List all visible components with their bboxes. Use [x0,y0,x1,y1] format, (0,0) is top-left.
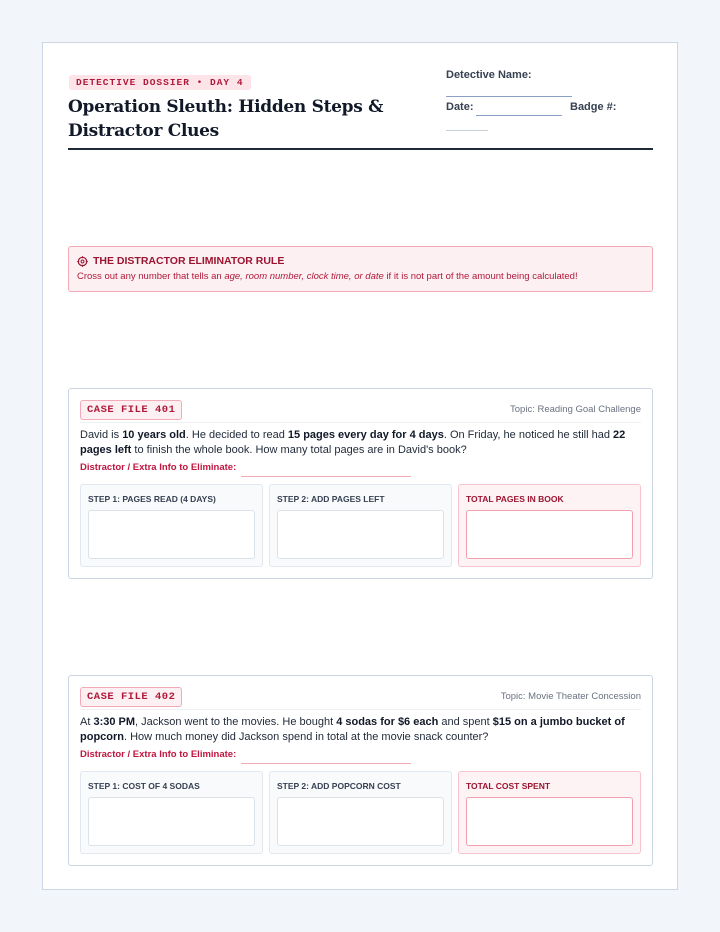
total-label: TOTAL COST SPENT [466,781,551,791]
detective-name-field[interactable] [446,96,572,97]
step-2-answer-box[interactable] [277,510,444,559]
story-text: . How much money did Jackson spend in total at the movie snack counter? [124,731,489,743]
rule-text [77,271,578,282]
story-text: . He decided to read [185,429,288,441]
divider [80,422,641,423]
story-key-fact: 22 pages left [80,429,626,456]
target-icon [77,256,88,267]
step-label: STEP 2: ADD POPCORN COST [277,781,401,791]
step-1-box [80,771,263,854]
distractor-answer-line[interactable] [241,763,411,764]
step-1-box [80,484,263,567]
case-file-401 [68,388,653,579]
page-title: Operation Sleuth: Hidden Steps & Distractor Clues [68,97,384,141]
step-1-answer-box[interactable] [88,797,255,846]
step-2-answer-box[interactable] [277,797,444,846]
date-field[interactable] [476,115,562,116]
story-text: and spent [438,716,493,728]
detective-name-label: Detective Name: [446,69,532,81]
step-1-answer-box[interactable] [88,510,255,559]
step-label: STEP 1: PAGES READ (4 DAYS) [88,494,216,504]
rule-heading-text: THE DISTRACTOR ELIMINATOR RULE [93,255,285,267]
rule-heading [77,255,284,267]
dossier-tag: DETECTIVE DOSSIER • DAY 4 [69,75,251,90]
case-topic: Topic: Movie Theater Concession [500,691,641,702]
worksheet-page [42,42,678,890]
divider [80,709,641,710]
case-tag: CASE FILE 402 [80,687,182,707]
case-story [80,428,643,458]
story-text: . On Friday, he noticed he still had [443,429,614,441]
rule-text-start: Cross out any number that tells an [77,271,225,282]
total-answer-box[interactable] [466,797,633,846]
total-box [458,771,641,854]
story-text: At [80,716,94,728]
step-2-box [269,771,452,854]
story-text: , Jackson went to the movies. He bought [135,716,337,728]
rule-text-end: if it is not part of the amount being calculated! [383,271,578,282]
badge-field[interactable] [446,130,488,131]
story-key-fact: 3:30 PM [93,716,136,728]
story-key-fact: $15 on a jumbo bucket of popcorn [80,716,625,743]
step-label: STEP 2: ADD PAGES LEFT [277,494,385,504]
distractor-rule-box [68,246,653,292]
distractor-answer-line[interactable] [241,476,411,477]
date-label: Date: [446,101,474,113]
story-text: David is [80,429,123,441]
story-text: to finish the whole book. How many total pages are in David's book? [131,444,467,456]
distractor-label: Distractor / Extra Info to Eliminate: [80,462,237,473]
case-file-402 [68,675,653,866]
story-key-fact: 4 sodas for $6 each [336,716,439,728]
case-topic: Topic: Reading Goal Challenge [510,404,641,415]
badge-label: Badge #: [570,101,617,113]
distractor-label: Distractor / Extra Info to Eliminate: [80,749,237,760]
case-tag: CASE FILE 401 [80,400,182,420]
header [68,67,653,150]
total-answer-box[interactable] [466,510,633,559]
story-key-fact: 10 years old [122,429,186,441]
step-2-box [269,484,452,567]
rule-text-emphasis: age, room number, clock time, or date [224,271,384,282]
step-label: STEP 1: COST OF 4 SODAS [88,781,200,791]
total-box [458,484,641,567]
case-story [80,715,643,745]
total-label: TOTAL PAGES IN BOOK [466,494,564,504]
story-key-fact: 15 pages every day for 4 days [287,429,444,441]
